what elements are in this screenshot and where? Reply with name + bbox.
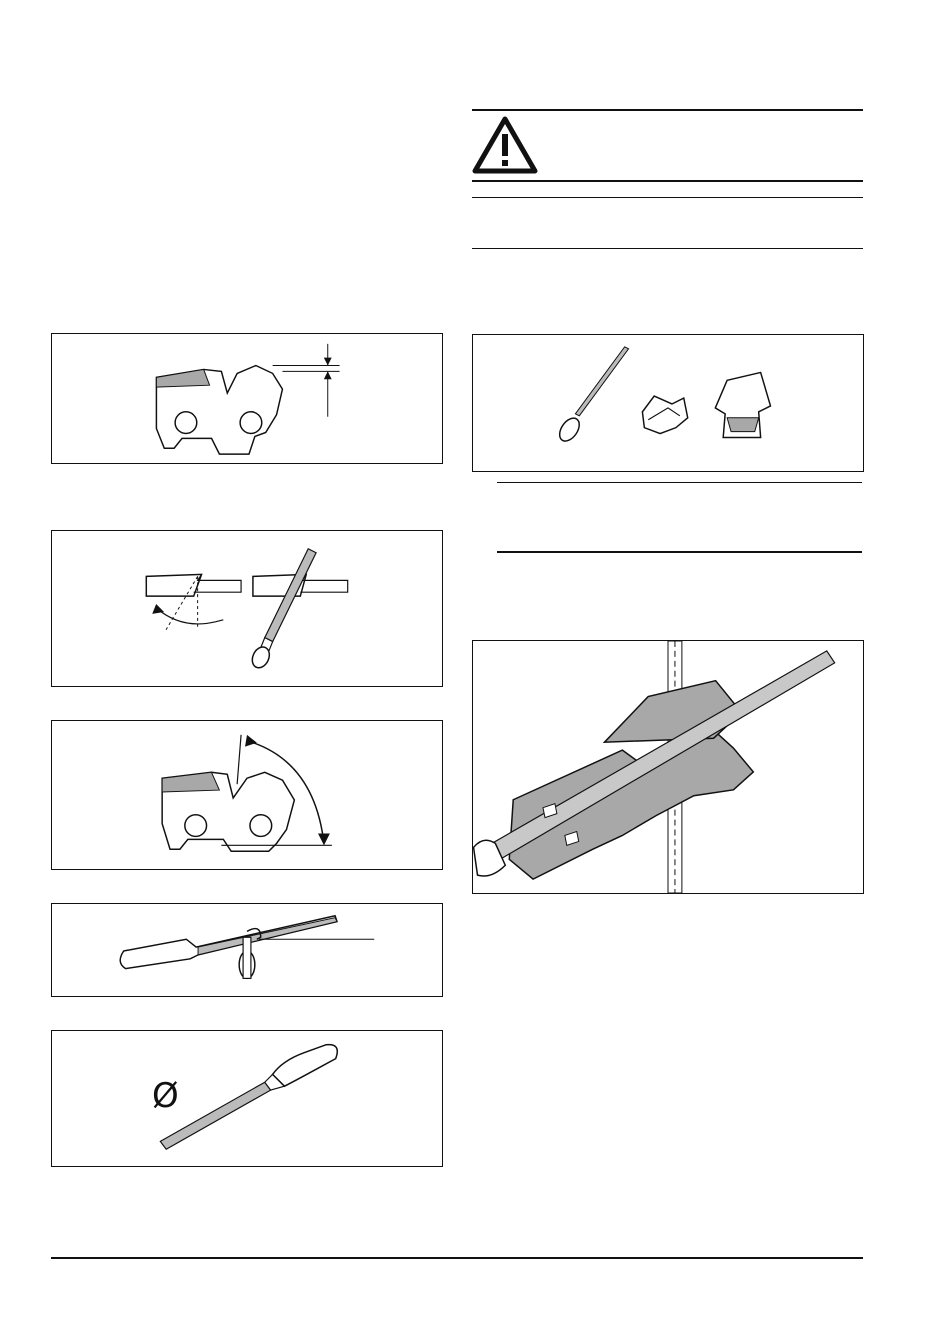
figure-top-plate-angle — [51, 720, 443, 870]
figure-file-guide-on-chain — [472, 640, 864, 894]
figure-file-holder-position — [51, 903, 443, 997]
section-rule-2 — [472, 248, 863, 249]
warning-top-rule — [472, 109, 863, 111]
figure-round-file-diameter — [51, 1030, 443, 1167]
figure-cutter-depth-gauge — [51, 333, 443, 464]
footer-rule — [51, 1257, 863, 1259]
diameter-symbol: Ø — [152, 1076, 179, 1116]
tools-note-top-rule — [497, 482, 862, 483]
tools-note-bottom-rule — [497, 551, 862, 553]
figure-filing-angle — [51, 530, 443, 687]
warning-triangle-icon — [472, 116, 538, 174]
section-rule-1 — [472, 197, 863, 198]
warning-bottom-rule — [472, 180, 863, 182]
figure-sharpening-tools — [472, 334, 864, 472]
